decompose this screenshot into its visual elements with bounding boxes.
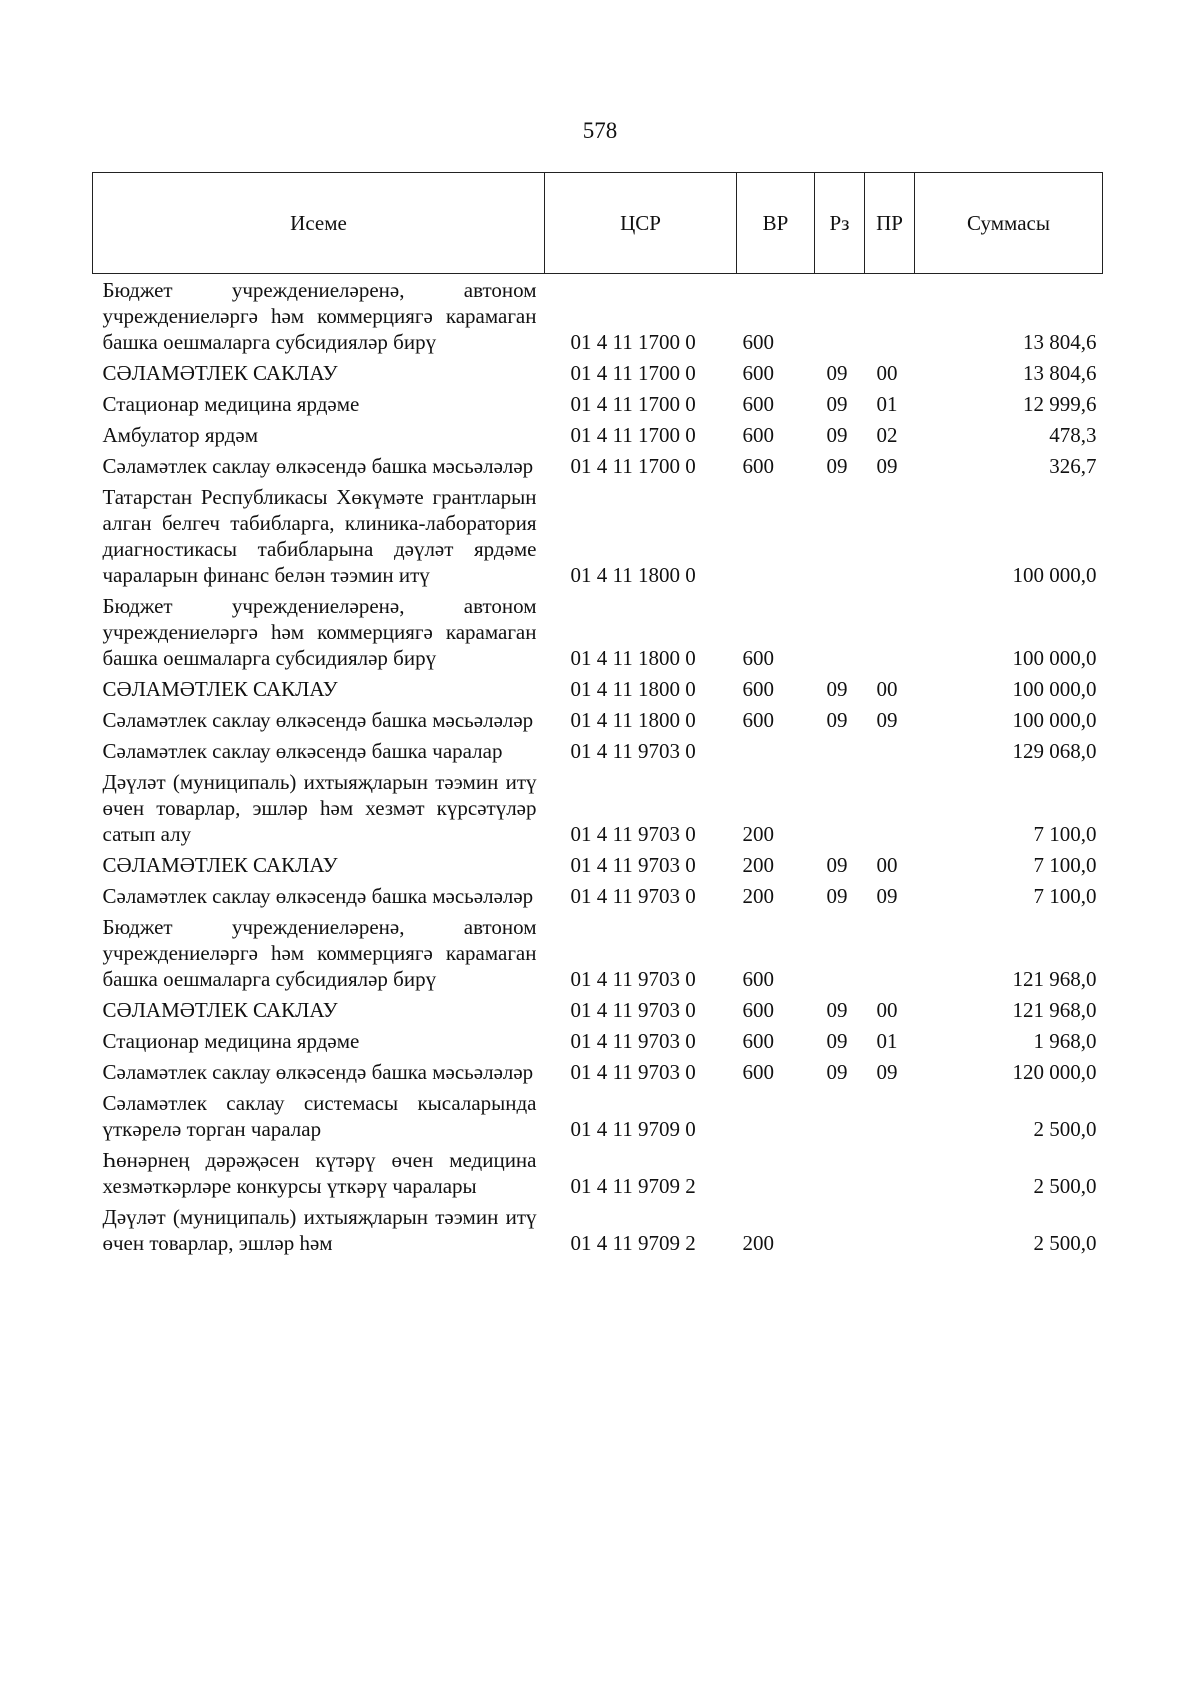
cell-rz [815,274,865,358]
cell-csr: 01 4 11 9703 0 [570,884,696,908]
cell-rz: 09 [826,884,848,908]
header-name: Исеме [93,173,545,274]
cell-pr: 01 [876,392,898,416]
header-pr: ПР [865,173,915,274]
cell-pr: 09 [876,1060,898,1084]
cell-pr: 01 [876,1029,898,1053]
cell-sum: 13 804,6 [1023,361,1097,385]
cell-vr: 600 [742,361,774,385]
cell-vr [737,1087,815,1144]
cell-rz: 09 [826,677,848,701]
cell-vr: 200 [742,1231,774,1255]
table-row [93,1056,1103,1087]
cell-pr: 09 [876,884,898,908]
cell-sum: 2 500,0 [1033,1174,1097,1198]
cell-name: Сәламәтлек саклау өлкәсендә башка мәсьәләләр [102,1060,534,1084]
cell-pr [865,1144,915,1201]
cell-csr: 01 4 11 9703 0 [570,822,696,846]
cell-rz: 09 [826,423,848,447]
cell-vr: 200 [742,822,774,846]
cell-csr: 01 4 11 9703 0 [570,1029,696,1053]
cell-pr [865,590,915,673]
cell-pr: 09 [876,708,898,732]
cell-sum: 478,3 [1049,423,1097,447]
cell-sum: 121 968,0 [1012,998,1097,1022]
cell-sum: 7 100,0 [1033,884,1097,908]
table-row [93,481,1103,590]
cell-vr: 600 [742,677,774,701]
cell-vr: 600 [742,646,774,670]
table-header [93,173,1103,274]
cell-pr [865,1201,915,1258]
cell-pr: 09 [876,454,898,478]
cell-vr: 600 [742,998,774,1022]
cell-rz: 09 [826,1060,848,1084]
cell-rz [815,911,865,994]
cell-name: Сәламәтлек саклау өлкәсендә башка мәсьәләләр [102,884,534,908]
cell-sum: 1 968,0 [1033,1029,1097,1053]
cell-rz: 09 [826,361,848,385]
cell-name: Амбулатор ярдәм [102,423,259,447]
cell-csr: 01 4 11 9703 0 [570,998,696,1022]
cell-csr: 01 4 11 9703 0 [570,1060,696,1084]
header-rz: Рз [815,173,865,274]
cell-name: СӘЛАМӘТЛЕК САКЛАУ [102,853,338,877]
cell-name: Стационар медицина ярдәме [102,1029,360,1053]
cell-rz: 09 [826,1029,848,1053]
cell-name: Бюджет учреждениеләренә, автоном учреждениеләргә һәм коммерциягә карамаган башка оешмаларга субсидияләр бирү [102,594,537,670]
table-row [93,1201,1103,1258]
cell-name: Стационар медицина ярдәме [102,392,360,416]
cell-name: Сәламәтлек саклау системасы кысаларында үткәрелә торган чаралар [102,1091,537,1141]
cell-sum: 121 968,0 [1012,967,1097,991]
cell-pr [865,735,915,766]
table-row [93,880,1103,911]
cell-csr: 01 4 11 1800 0 [570,646,696,670]
cell-name: Бюджет учреждениеләренә, автоном учреждениеләргә һәм коммерциягә карамаган башка оешмаларга субсидияләр бирү [102,915,537,991]
cell-sum: 7 100,0 [1033,853,1097,877]
cell-name: Бюджет учреждениеләренә, автоном учреждениеләргә һәм коммерциягә карамаган башка оешмаларга субсидияләр бирү [102,278,537,354]
cell-csr: 01 4 11 1700 0 [570,454,696,478]
cell-rz: 09 [826,708,848,732]
table-row [93,388,1103,419]
cell-rz [815,766,865,849]
table-row [93,704,1103,735]
budget-table [92,172,1103,1258]
cell-sum: 7 100,0 [1033,822,1097,846]
cell-sum: 100 000,0 [1012,563,1097,587]
table-row [93,673,1103,704]
cell-pr: 00 [876,361,898,385]
header-vr: ВР [737,173,815,274]
cell-vr: 600 [742,392,774,416]
cell-csr: 01 4 11 1800 0 [570,563,696,587]
page-number: 578 [582,118,618,143]
cell-pr: 00 [876,677,898,701]
cell-sum: 100 000,0 [1012,646,1097,670]
table-row [93,590,1103,673]
cell-csr: 01 4 11 1700 0 [570,361,696,385]
cell-csr: 01 4 11 1800 0 [570,708,696,732]
cell-rz: 09 [826,392,848,416]
cell-rz: 09 [826,998,848,1022]
cell-vr [737,735,815,766]
cell-pr: 00 [876,998,898,1022]
table-body [93,274,1103,1259]
table-row [93,994,1103,1025]
table-row [93,1025,1103,1056]
cell-csr: 01 4 11 1700 0 [570,423,696,447]
cell-name: Дәүләт (муниципаль) ихтыяҗларын тәэмин итү өчен товарлар, эшләр һәм хезмәт күрсәтүләр сатып алу [102,770,537,846]
cell-vr: 600 [742,423,774,447]
cell-vr: 200 [742,853,774,877]
cell-rz: 09 [826,853,848,877]
cell-sum: 129 068,0 [1012,739,1097,763]
cell-name: Сәламәтлек саклау өлкәсендә башка чаралар [102,739,503,763]
cell-vr: 200 [742,884,774,908]
table-row [93,419,1103,450]
cell-sum: 100 000,0 [1012,708,1097,732]
cell-name: Сәламәтлек саклау өлкәсендә башка мәсьәләләр [102,454,534,478]
cell-sum: 13 804,6 [1023,330,1097,354]
cell-sum: 326,7 [1049,454,1097,478]
cell-pr: 02 [876,423,898,447]
table-row [93,911,1103,994]
table-row [93,450,1103,481]
cell-vr: 600 [742,1060,774,1084]
cell-rz [815,481,865,590]
cell-sum: 2 500,0 [1033,1117,1097,1141]
table-row [93,849,1103,880]
cell-vr: 600 [742,967,774,991]
cell-rz [815,1087,865,1144]
cell-name: Һөнәрнең дәрәҗәсен күтәрү өчен медицина хезмәткәрләре конкурсы үткәрү чаралары [102,1148,537,1198]
cell-vr: 600 [742,1029,774,1053]
cell-sum: 12 999,6 [1023,392,1097,416]
cell-pr [865,481,915,590]
header-csr: ЦСР [545,173,737,274]
cell-vr [737,1144,815,1201]
cell-csr: 01 4 11 9703 0 [570,853,696,877]
cell-vr [737,481,815,590]
cell-sum: 2 500,0 [1033,1231,1097,1255]
cell-name: Сәламәтлек саклау өлкәсендә башка мәсьәләләр [102,708,534,732]
cell-name: Татарстан Республикасы Хөкүмәте грантларын алган белгеч табибларга, клиника-лаборатория диагностикасы табибларына дәүләт ярдәме чараларын финанс белән тәэмин итү [102,485,537,587]
table-row [93,1087,1103,1144]
table-row [93,1144,1103,1201]
cell-rz [815,590,865,673]
cell-rz [815,735,865,766]
cell-csr: 01 4 11 9709 2 [570,1231,696,1255]
cell-name: СӘЛАМӘТЛЕК САКЛАУ [102,998,338,1022]
header-sum: Суммасы [915,173,1103,274]
cell-pr [865,911,915,994]
cell-vr: 600 [742,454,774,478]
cell-csr: 01 4 11 1700 0 [570,330,696,354]
cell-csr: 01 4 11 9709 0 [570,1117,696,1141]
cell-sum: 100 000,0 [1012,677,1097,701]
table-row [93,357,1103,388]
cell-pr: 00 [876,853,898,877]
cell-vr: 600 [742,330,774,354]
cell-csr: 01 4 11 1800 0 [570,677,696,701]
cell-sum: 120 000,0 [1012,1060,1097,1084]
cell-rz: 09 [826,454,848,478]
cell-csr: 01 4 11 9703 0 [570,967,696,991]
table-row [93,274,1103,358]
table-row [93,735,1103,766]
cell-pr [865,1087,915,1144]
cell-pr [865,766,915,849]
cell-rz [815,1144,865,1201]
cell-vr: 600 [742,708,774,732]
cell-pr [865,274,915,358]
cell-csr: 01 4 11 1700 0 [570,392,696,416]
cell-csr: 01 4 11 9703 0 [570,739,696,763]
cell-name: Дәүләт (муниципаль) ихтыяҗларын тәэмин итү өчен товарлар, эшләр һәм [102,1205,537,1255]
table-row [93,766,1103,849]
cell-name: СӘЛАМӘТЛЕК САКЛАУ [102,677,338,701]
cell-csr: 01 4 11 9709 2 [570,1174,696,1198]
cell-rz [815,1201,865,1258]
cell-name: СӘЛАМӘТЛЕК САКЛАУ [102,361,338,385]
